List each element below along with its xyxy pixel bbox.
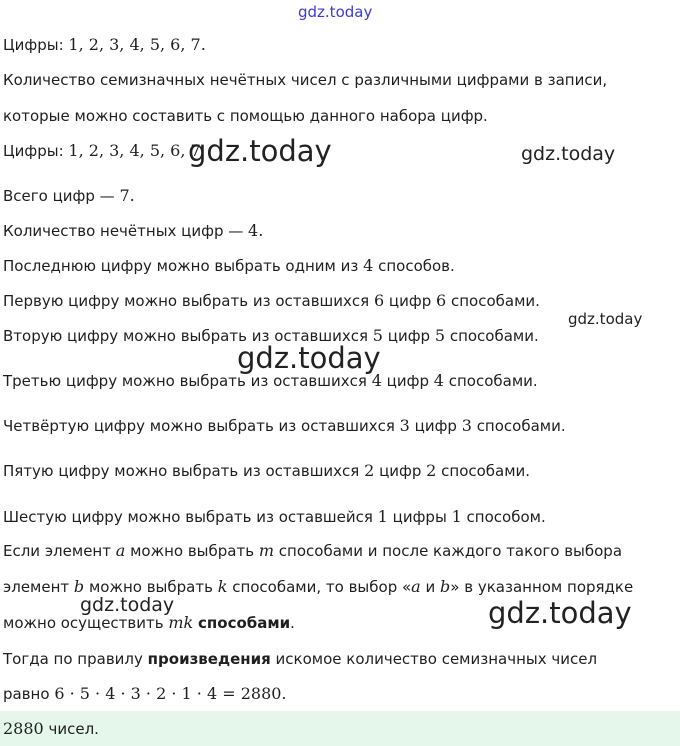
- odd-digits-line: Количество нечётных цифр — 4.: [3, 221, 264, 240]
- answer-line: 2880 чисел.: [3, 719, 99, 738]
- digits-line: Цифры: 1, 2, 3, 4, 5, 6, 7.: [3, 35, 206, 54]
- first-digit-line: Первую цифру можно выбрать из оставшихся 6 цифр 6 способами.: [3, 291, 540, 310]
- last-digit-line: Последнюю цифру можно выбрать одним из 4 способов.: [3, 256, 455, 275]
- fourth-digit-line: Четвёртую цифру можно выбрать из оставшихся 3 цифр 3 способами.: [3, 416, 566, 435]
- watermark-large-1: gdz.today: [188, 134, 332, 168]
- third-digit-line: Третью цифру можно выбрать из оставшихся 4 цифр 4 способами.: [3, 371, 538, 390]
- task-line-2: которые можно составить с помощью данного набора цифр.: [3, 107, 488, 125]
- watermark-large-2: gdz.today: [237, 341, 381, 375]
- rule-line-1: Если элемент a можно выбрать m способами и после каждого такого выбора: [3, 541, 623, 560]
- total-digits-line: Всего цифр — 7.: [3, 186, 135, 205]
- watermark-right-1: gdz.today: [521, 143, 616, 165]
- fifth-digit-line: Пятую цифру можно выбрать из оставшихся 2 цифр 2 способами.: [3, 461, 531, 480]
- digits-line-2: Цифры: 1, 2, 3, 4, 5, 6, 7: [3, 141, 201, 160]
- watermark-top: gdz.today: [298, 3, 373, 21]
- watermark-left-3: gdz.today: [80, 594, 175, 616]
- task-line-1: Количество семизначных нечётных чисел с различными цифрами в записи,: [3, 71, 608, 89]
- result-line: равно 6 · 5 · 4 · 3 · 2 · 1 · 4 = 2880.: [3, 684, 287, 703]
- answer-box: [0, 711, 680, 746]
- rule-line-3: можно осуществить mk способами.: [3, 613, 295, 632]
- watermark-right-2: gdz.today: [568, 310, 643, 328]
- sixth-digit-line: Шестую цифру можно выбрать из оставшейся 1 цифры 1 способом.: [3, 507, 546, 526]
- product-rule-line: Тогда по правилу произведения искомое количество семизначных чисел: [3, 650, 598, 668]
- second-digit-line: Вторую цифру можно выбрать из оставшихся 5 цифр 5 способами.: [3, 326, 539, 345]
- watermark-large-3: gdz.today: [488, 596, 632, 630]
- rule-line-2: элемент b можно выбрать k способами, то выбор «a и b» в указанном порядке: [3, 577, 634, 596]
